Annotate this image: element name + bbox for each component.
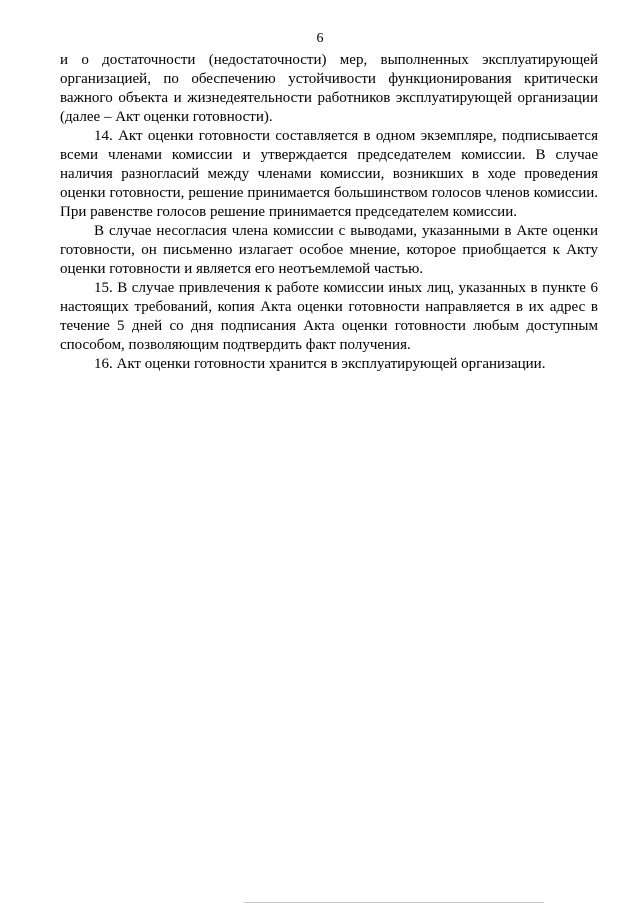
scan-edge-line (244, 902, 544, 903)
document-body (60, 51, 598, 374)
paragraph-continuation: и о достаточности (недостаточности) мер, выполненных эксплуатирующей организацией, по обеспечению устойчивости функционирования критически важного объекта и жизнедеятельности работников эксплуатирующей организации (далее – Акт оценки готовности). (60, 52, 598, 125)
page-number: 6 (316, 31, 324, 46)
paragraph-item-14: 14. Акт оценки готовности составляется в одном экземпляре, подписывается всеми членами комиссии и утверждается председателем комиссии. В случае наличия разногласий между членами комиссии, возникших в ходе проведения оценки готовности, решение принимается большинством голосов членов комиссии. При равенстве голосов решение принимается председателем комиссии. (60, 128, 598, 220)
paragraph-item-16: 16. Акт оценки готовности хранится в эксплуатирующей организации. (94, 356, 546, 372)
paragraph-dissent: В случае несогласия члена комиссии с выводами, указанными в Акте оценки готовности, он письменно излагает особое мнение, которое приобщается к Акту оценки готовности и является его неотъемлемой частью. (60, 223, 598, 277)
paragraph-item-15: 15. В случае привлечения к работе комиссии иных лиц, указанных в пункте 6 настоящих требований, копия Акта оценки готовности направляется в их адрес в течение 5 дней со дня подписания Акта оценки готовности любым доступным способом, позволяющим подтвердить факт получения. (60, 280, 598, 353)
